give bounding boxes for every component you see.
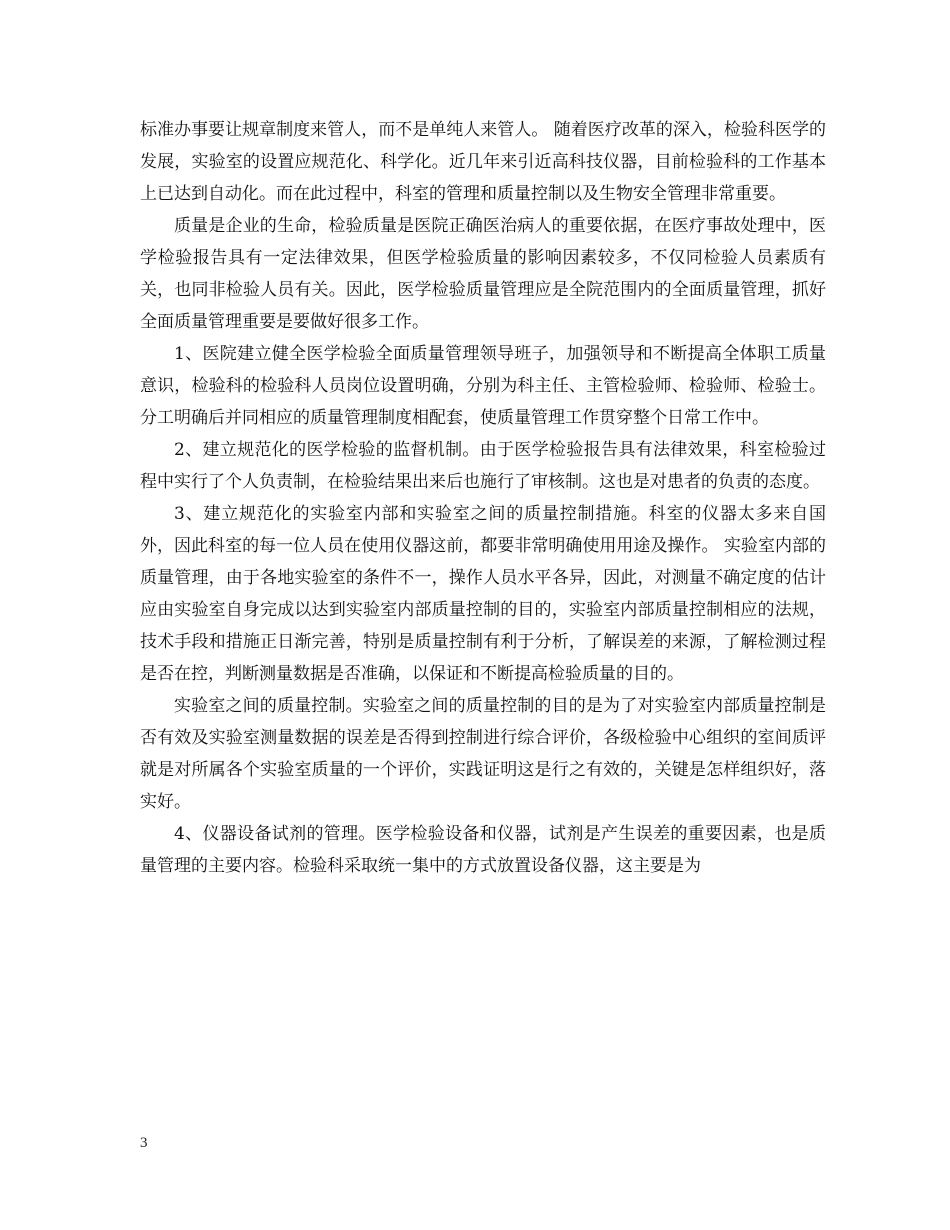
- paragraph-item-1: 1、医院建立健全医学检验全面质量管理领导班子，加强领导和不断提高全体职工质量意识，检验科的检验科人员岗位设置明确，分别为科主任、主管检验师、检验师、检验士。分工明确后并同相应的质量管理制度相配套，使质量管理工作贯穿整个日常工作中。: [140, 344, 826, 428]
- paragraph-item-2: 2、建立规范化的医学检验的监督机制。由于医学检验报告具有法律效果，科室检验过程中实行了个人负责制，在检验结果出来后也施行了审核制。这也是对患者的负责的态度。: [140, 440, 826, 492]
- paragraph-continuation: 标准办事要让规章制度来管人，而不是单纯人来管人。 随着医疗改革的深入，检验科医学的发展，实验室的设置应规范化、科学化。近几年来引近高科技仪器，目前检验科的工作基本上已达到自动化。而在此过程中，科室的管理和质量控制以及生物安全管理非常重要。: [140, 120, 826, 204]
- paragraph-item-3: 3、建立规范化的实验室内部和实验室之间的质量控制措施。科室的仪器太多来自国外，因此科室的每一位人员在使用仪器这前，都要非常明确使用用途及操作。 实验室内部的质量管理，由于各地实验室的条件不一，操作人员水平各异，因此，对测量不确定度的估计应由实验室自身完成以达到实验室内部质量控制的目的，实验室内部质量控制相应的法规，技术手段和措施正日渐完善，特别是质量控制有利于分析，了解误差的来源，了解检测过程是否在控，判断测量数据是否准确，以保证和不断提高检验质量的目的。: [140, 504, 826, 684]
- paragraph-interlab-control: 实验室之间的质量控制。实验室之间的质量控制的目的是为了对实验室内部质量控制是否有效及实验室测量数据的误差是否得到控制进行综合评价，各级检验中心组织的室间质评就是对所属各个实验室质量的一个评价，实践证明这是行之有效的，关键是怎样组织好，落实好。: [140, 696, 826, 812]
- paragraph-quality-intro: 质量是企业的生命，检验质量是医院正确医治病人的重要依据，在医疗事故处理中，医学检验报告具有一定法律效果，但医学检验质量的影响因素较多，不仅同检验人员素质有关，也同非检验人员有关。因此，医学检验质量管理应是全院范围内的全面质量管理，抓好全面质量管理重要是要做好很多工作。: [140, 216, 826, 332]
- page-number: 3: [140, 1135, 148, 1151]
- paragraph-item-4: 4、仪器设备试剂的管理。医学检验设备和仪器，试剂是产生误差的重要因素，也是质量管理的主要内容。检验科采取统一集中的方式放置设备仪器，这主要是为: [140, 824, 826, 876]
- document-body: [140, 114, 826, 882]
